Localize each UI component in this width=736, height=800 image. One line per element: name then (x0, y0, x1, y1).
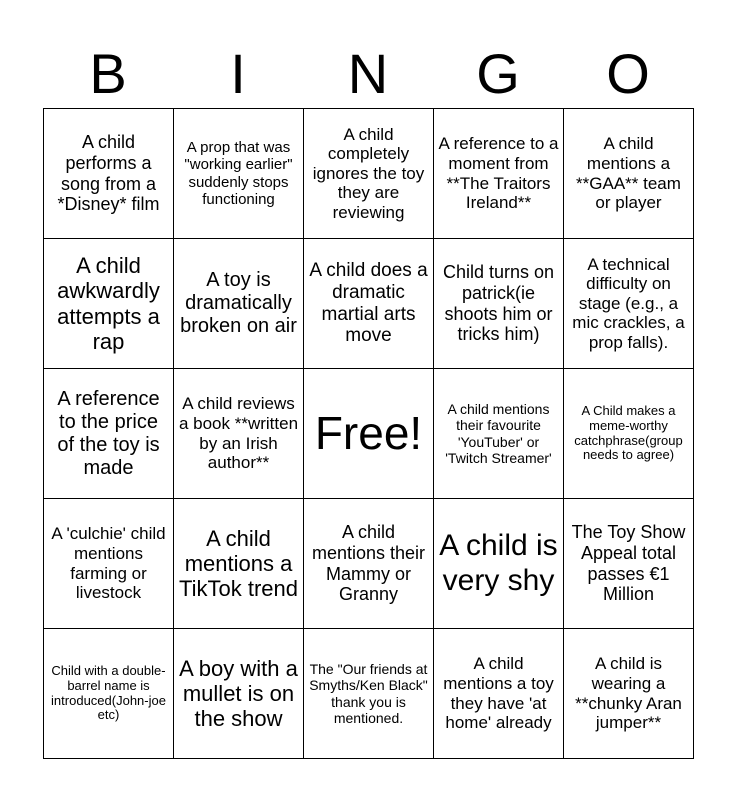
bingo-cell[interactable]: A reference to the price of the toy is made (44, 369, 174, 499)
bingo-cell[interactable]: Child with a double-barrel name is introduced(John-joe etc) (44, 629, 174, 759)
bingo-cell[interactable]: A technical difficulty on stage (e.g., a mic crackles, a prop falls). (564, 239, 694, 369)
bingo-cell[interactable]: A child awkwardly attempts a rap (44, 239, 174, 369)
bingo-cell[interactable]: A Child makes a meme-worthy catchphrase(group needs to agree) (564, 369, 694, 499)
bingo-cell[interactable]: A child mentions a toy they have 'at home' already (434, 629, 564, 759)
bingo-cell[interactable]: A child completely ignores the toy they are reviewing (304, 109, 434, 239)
header-letter-b: B (89, 42, 127, 105)
board-row (44, 109, 694, 239)
board-row (44, 369, 694, 499)
bingo-cell[interactable]: A reference to a moment from **The Traitors Ireland** (434, 109, 564, 239)
bingo-header (43, 40, 693, 108)
bingo-cell[interactable]: A child does a dramatic martial arts move (304, 239, 434, 369)
bingo-cell[interactable]: A child performs a song from a *Disney* film (44, 109, 174, 239)
bingo-cell[interactable]: Child turns on patrick(ie shoots him or tricks him) (434, 239, 564, 369)
bingo-cell[interactable]: A prop that was "working earlier" suddenly stops functioning (174, 109, 304, 239)
header-letter-o: O (606, 42, 650, 105)
bingo-cell[interactable]: The Toy Show Appeal total passes €1 Million (564, 499, 694, 629)
board-row (44, 239, 694, 369)
bingo-cell[interactable]: A toy is dramatically broken on air (174, 239, 304, 369)
free-cell[interactable]: Free! (304, 369, 434, 499)
bingo-cell[interactable]: A child mentions their Mammy or Granny (304, 499, 434, 629)
header-letter-g: G (476, 42, 520, 105)
header-letter-n: N (347, 42, 389, 105)
bingo-cell[interactable]: The "Our friends at Smyths/Ken Black" thank you is mentioned. (304, 629, 434, 759)
board-row (44, 499, 694, 629)
bingo-cell[interactable]: A child mentions a TikTok trend (174, 499, 304, 629)
bingo-cell[interactable]: A 'culchie' child mentions farming or livestock (44, 499, 174, 629)
bingo-cell[interactable]: A child mentions their favourite 'YouTuber' or 'Twitch Streamer' (434, 369, 564, 499)
bingo-cell[interactable]: A child mentions a **GAA** team or player (564, 109, 694, 239)
bingo-cell[interactable]: A child reviews a book **written by an Irish author** (174, 369, 304, 499)
bingo-cell[interactable]: A child is wearing a **chunky Aran jumper** (564, 629, 694, 759)
header-letter-i: I (230, 42, 246, 105)
board-row (44, 629, 694, 759)
bingo-cell[interactable]: A child is very shy (434, 499, 564, 629)
bingo-board (43, 108, 694, 759)
bingo-cell[interactable]: A boy with a mullet is on the show (174, 629, 304, 759)
